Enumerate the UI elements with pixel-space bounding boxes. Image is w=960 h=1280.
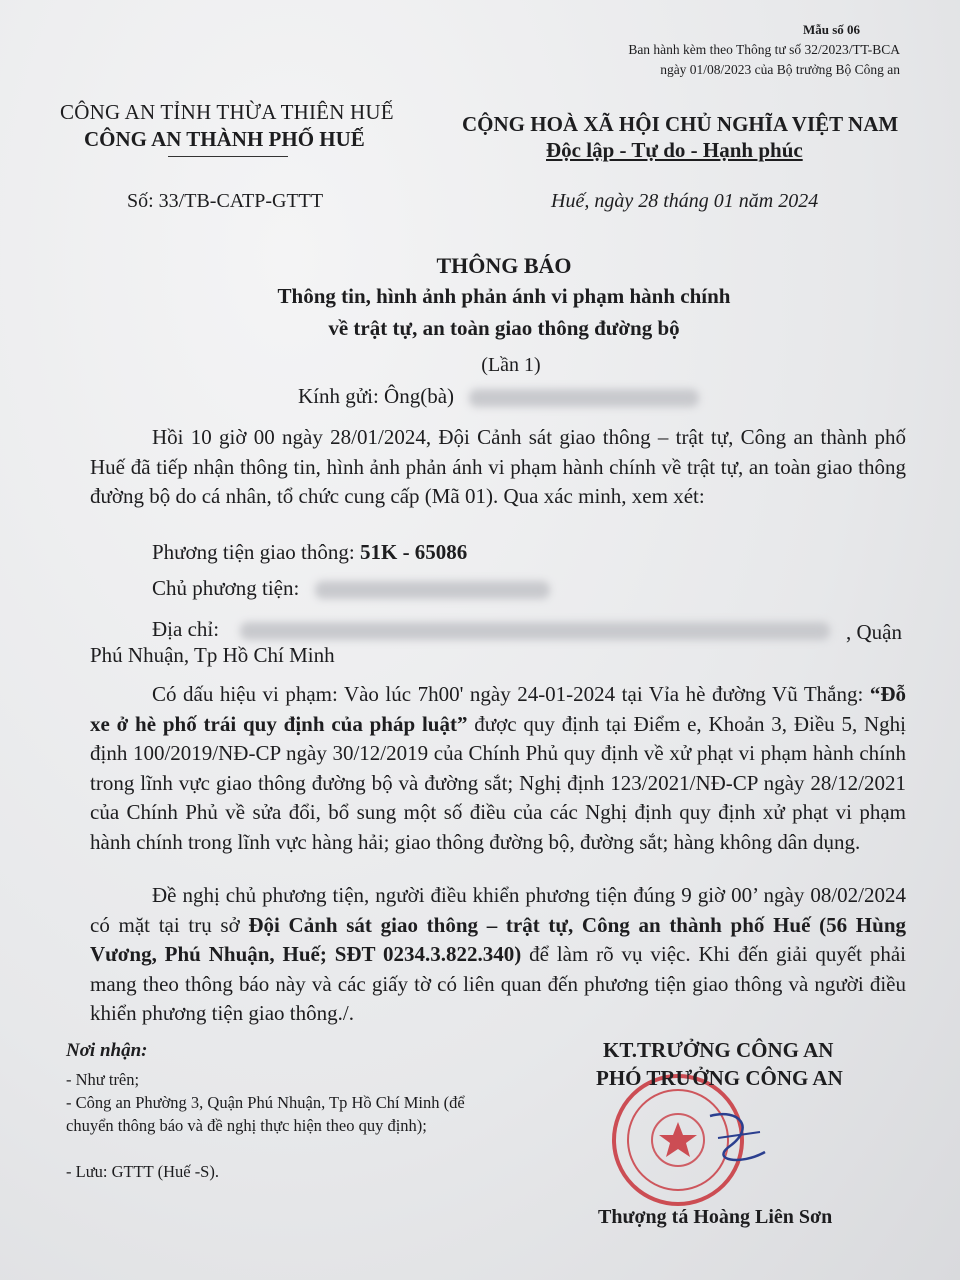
request-text-b: để làm rõ vụ việc. Khi đến giải quyết phải mang theo thông báo này và các giấy tờ có liên quan đến phương tiện giao thông và người điều khiển phương tiện giao thông./. — [90, 942, 906, 1025]
signature-title: PHÓ TRƯỞNG CÔNG AN — [596, 1066, 843, 1090]
signer-name: Thượng tá Hoàng Liên Sơn — [598, 1206, 833, 1228]
form-issued-line-2: ngày 01/08/2023 của Bộ trưởng Bộ Công an — [660, 62, 900, 77]
violation-text-b: được quy định tại Điểm e, Khoản 3, Điều 5, Nghị định 100/2019/NĐ-CP ngày 30/12/2019 của Chính Phủ quy định về xử phạt vi phạm hành chính trong lĩnh vực giao thông đường bộ và đường sắt; Nghị định 123/2021/NĐ-CP ngày 28/12/2021 của Chính Phủ về sửa đổi, bổ sung một số điều của các Nghị định quy định xử phạt vi phạm hành chính trong lĩnh vực hàng hải; giao thông đường bộ, đường sắt; hàng không dân dụng. — [90, 711, 907, 854]
paragraph-request — [90, 881, 906, 1029]
document-title: THÔNG BÁO — [436, 253, 572, 278]
request-office: Đội Cảnh sát giao thông – trật tự, Công an thành phố Huế (56 Hùng Vương, Phú Nhuận, Huế; SĐT 0234.3.822.340) — [90, 912, 906, 966]
form-number: Mẫu số 06 — [802, 22, 860, 37]
redacted-address — [240, 622, 830, 640]
parent-agency: CÔNG AN TỈNH THỪA THIÊN HUẾ — [60, 100, 394, 124]
address-line — [152, 617, 830, 642]
recipient-item: - Như trên; — [66, 1070, 140, 1089]
recipient-item: - Lưu: GTTT (Huế -S). — [66, 1162, 219, 1181]
request-text-a: Đề nghị chủ phương tiện, người điều khiển phương tiện đúng 9 giờ 00’ ngày 08/02/2024 có mặt tại trụ sở — [90, 883, 906, 937]
addressee-label: Kính gửi: Ông(bà) — [298, 384, 455, 408]
vehicle-label: Phương tiện giao thông: — [152, 540, 360, 564]
notice-count: (Lần 1) — [481, 354, 541, 376]
country-heading: CỘNG HOÀ XÃ HỘI CHỦ NGHĨA VIỆT NAM — [462, 112, 899, 136]
form-issued-line-1: Ban hành kèm theo Thông tư số 32/2023/TT-BCA — [628, 42, 900, 57]
owner-line — [152, 576, 550, 601]
recipient-item: - Công an Phường 3, Quận Phú Nhuận, Tp Hồ Chí Minh (để chuyển thông báo và đề nghị thực hiện theo quy định); — [66, 1093, 465, 1135]
addressee-line — [298, 384, 699, 409]
paragraph-intro: Hồi 10 giờ 00 ngày 28/01/2024, Đội Cảnh sát giao thông – trật tự, Công an thành phố Huế đã tiếp nhận thông tin, hình ảnh phản ánh vi phạm hành chính về trật tự, an toàn giao thông đường bộ do cá nhân, tổ chức cung cấp (Mã 01). Qua xác minh, xem xét: — [90, 425, 906, 508]
paragraph-violation — [90, 680, 906, 857]
recipients-title: Nơi nhận: — [66, 1040, 148, 1061]
vehicle-line — [152, 540, 467, 565]
redacted-name — [469, 389, 699, 407]
address-line-2: Phú Nhuận, Tp Hồ Chí Minh — [90, 643, 335, 667]
address-label: Địa chỉ: — [152, 617, 220, 641]
vehicle-plate: 51K - 65086 — [359, 540, 468, 564]
document-number: Số: 33/TB-CATP-GTTT — [127, 190, 324, 212]
signature-authority: KT.TRƯỞNG CÔNG AN — [603, 1038, 834, 1062]
violation-text-a: Có dấu hiệu vi phạm: Vào lúc 7h00' ngày 24-01-2024 tại Vỉa hè đường Vũ Thắng: — [152, 682, 870, 706]
issuing-agency: CÔNG AN THÀNH PHỐ HUẾ — [84, 127, 365, 151]
redacted-owner — [315, 581, 550, 599]
document-subtitle-2: về trật tự, an toàn giao thông đường bộ — [328, 316, 680, 340]
violation-quote: “Đỗ xe ở hè phố trái quy định của pháp luật” — [90, 682, 906, 736]
owner-label: Chủ phương tiện: — [152, 576, 300, 600]
address-district: , Quận — [846, 620, 902, 644]
document-subtitle-1: Thông tin, hình ảnh phản ánh vi phạm hành chính — [277, 284, 731, 308]
agency-underline — [168, 156, 288, 157]
place-date: Huế, ngày 28 tháng 01 năm 2024 — [551, 190, 819, 212]
national-motto: Độc lập - Tự do - Hạnh phúc — [546, 138, 803, 162]
